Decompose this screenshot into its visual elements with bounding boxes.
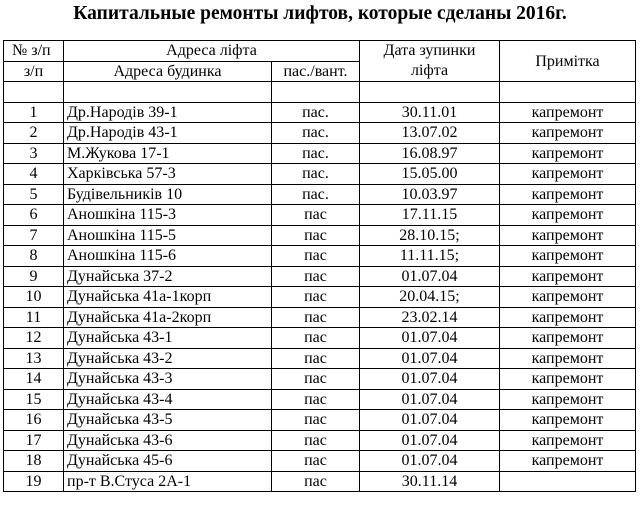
cell-address: Др.Народів 43-1 <box>64 123 272 144</box>
cell-stop-date: 01.07.04 <box>360 430 500 451</box>
table-row <box>4 410 636 431</box>
column-header-type: пас./вант. <box>272 61 360 82</box>
cell-stop-date: 01.07.04 <box>360 266 500 287</box>
cell-type: пас <box>272 307 360 328</box>
column-header-note: Примітка <box>500 41 636 82</box>
cell-number: 14 <box>4 369 64 390</box>
cell-address: Дунайська 43-5 <box>64 410 272 431</box>
table-row <box>4 102 636 123</box>
cell-address: Дунайська 41а-2корп <box>64 307 272 328</box>
table-row <box>4 348 636 369</box>
cell-stop-date: 17.11.15 <box>360 205 500 226</box>
cell-address: Дунайська 45-6 <box>64 451 272 472</box>
cell-stop-date: 01.07.04 <box>360 348 500 369</box>
cell-type: пас <box>272 205 360 226</box>
cell-number: 9 <box>4 266 64 287</box>
cell-number: 4 <box>4 164 64 185</box>
cell-stop-date: 01.07.04 <box>360 410 500 431</box>
table-row <box>4 430 636 451</box>
cell-note: капремонт <box>500 348 636 369</box>
cell-number: 2 <box>4 123 64 144</box>
cell-note: капремонт <box>500 123 636 144</box>
table-row <box>4 123 636 144</box>
column-header-number: № з/п <box>4 41 64 62</box>
cell-number: 13 <box>4 348 64 369</box>
cell-type: пас <box>272 328 360 349</box>
cell-number: 17 <box>4 430 64 451</box>
cell-type: пас. <box>272 123 360 144</box>
cell-note: капремонт <box>500 246 636 267</box>
table-row <box>4 451 636 472</box>
spacer-cell <box>4 82 64 103</box>
cell-note: капремонт <box>500 184 636 205</box>
table-row <box>4 389 636 410</box>
table-body <box>4 102 636 492</box>
spacer-cell <box>360 82 500 103</box>
cell-stop-date: 28.10.15; <box>360 225 500 246</box>
cell-note: капремонт <box>500 205 636 226</box>
table-row <box>4 369 636 390</box>
cell-address: Дунайська 43-1 <box>64 328 272 349</box>
cell-note: капремонт <box>500 143 636 164</box>
cell-number: 8 <box>4 246 64 267</box>
column-header-stop-date <box>360 41 500 82</box>
cell-address: Аношкіна 115-5 <box>64 225 272 246</box>
cell-type: пас <box>272 348 360 369</box>
cell-type: пас <box>272 389 360 410</box>
cell-stop-date: 30.11.01 <box>360 102 500 123</box>
cell-address: Дунайська 37-2 <box>64 266 272 287</box>
cell-number: 6 <box>4 205 64 226</box>
stop-date-header-line2: ліфта <box>410 62 449 79</box>
cell-type: пас. <box>272 164 360 185</box>
cell-type: пас. <box>272 102 360 123</box>
page-title: Капитальные ремонты лифтов, которые сделаны 2016г. <box>73 3 567 24</box>
spacer-cell <box>500 82 636 103</box>
table-row <box>4 307 636 328</box>
header-row-top <box>4 41 636 62</box>
cell-stop-date: 30.11.14 <box>360 471 500 492</box>
table-row <box>4 184 636 205</box>
cell-address: Дунайська 43-2 <box>64 348 272 369</box>
table-row <box>4 328 636 349</box>
column-header-number-sub: з/п <box>4 61 64 82</box>
cell-type: пас. <box>272 143 360 164</box>
cell-note: капремонт <box>500 287 636 308</box>
cell-stop-date: 01.07.04 <box>360 369 500 390</box>
table-row <box>4 287 636 308</box>
cell-type: пас <box>272 471 360 492</box>
cell-type: пас. <box>272 184 360 205</box>
cell-type: пас <box>272 246 360 267</box>
cell-note: капремонт <box>500 225 636 246</box>
cell-type: пас <box>272 430 360 451</box>
table-row <box>4 164 636 185</box>
cell-note: капремонт <box>500 102 636 123</box>
cell-type: пас <box>272 287 360 308</box>
cell-number: 18 <box>4 451 64 472</box>
cell-address: Др.Народів 39-1 <box>64 102 272 123</box>
cell-address: Дунайська 43-6 <box>64 430 272 451</box>
cell-stop-date: 01.07.04 <box>360 328 500 349</box>
cell-stop-date: 13.07.02 <box>360 123 500 144</box>
cell-note: капремонт <box>500 410 636 431</box>
cell-address: Дунайська 41а-1корп <box>64 287 272 308</box>
table-row <box>4 143 636 164</box>
header-spacer-row <box>4 82 636 103</box>
cell-number: 5 <box>4 184 64 205</box>
cell-address: Будівельників 10 <box>64 184 272 205</box>
cell-number: 16 <box>4 410 64 431</box>
spacer-cell <box>272 82 360 103</box>
spacer-cell <box>64 82 272 103</box>
table-row <box>4 205 636 226</box>
cell-stop-date: 01.07.04 <box>360 389 500 410</box>
cell-note: капремонт <box>500 328 636 349</box>
cell-type: пас <box>272 266 360 287</box>
cell-note: капремонт <box>500 307 636 328</box>
cell-address: Дунайська 43-3 <box>64 369 272 390</box>
elevator-repairs-table <box>3 40 636 492</box>
cell-number: 12 <box>4 328 64 349</box>
table-row <box>4 225 636 246</box>
cell-note: капремонт <box>500 369 636 390</box>
stop-date-header-line1: Дата зупинки <box>383 42 476 59</box>
cell-stop-date: 16.08.97 <box>360 143 500 164</box>
cell-note: капремонт <box>500 164 636 185</box>
cell-stop-date: 01.07.04 <box>360 451 500 472</box>
cell-stop-date: 20.04.15; <box>360 287 500 308</box>
cell-address: Аношкіна 115-6 <box>64 246 272 267</box>
cell-note <box>500 471 636 492</box>
cell-note: капремонт <box>500 451 636 472</box>
column-header-building-address: Адреса будинка <box>64 61 272 82</box>
cell-stop-date: 23.02.14 <box>360 307 500 328</box>
cell-number: 11 <box>4 307 64 328</box>
column-group-header-address: Адреса ліфта <box>64 41 360 62</box>
cell-type: пас <box>272 225 360 246</box>
cell-address: Дунайська 43-4 <box>64 389 272 410</box>
cell-note: капремонт <box>500 266 636 287</box>
cell-note: капремонт <box>500 389 636 410</box>
cell-number: 15 <box>4 389 64 410</box>
cell-type: пас <box>272 410 360 431</box>
table-row <box>4 266 636 287</box>
cell-stop-date: 10.03.97 <box>360 184 500 205</box>
table-row <box>4 246 636 267</box>
cell-number: 19 <box>4 471 64 492</box>
cell-stop-date: 15.05.00 <box>360 164 500 185</box>
table-row <box>4 471 636 492</box>
cell-type: пас <box>272 451 360 472</box>
cell-address: пр-т В.Стуса 2А-1 <box>64 471 272 492</box>
cell-address: Харківська 57-3 <box>64 164 272 185</box>
cell-address: М.Жукова 17-1 <box>64 143 272 164</box>
cell-address: Аношкіна 115-3 <box>64 205 272 226</box>
cell-number: 1 <box>4 102 64 123</box>
cell-type: пас <box>272 369 360 390</box>
cell-note: капремонт <box>500 430 636 451</box>
cell-number: 7 <box>4 225 64 246</box>
cell-number: 10 <box>4 287 64 308</box>
cell-number: 3 <box>4 143 64 164</box>
cell-stop-date: 11.11.15; <box>360 246 500 267</box>
